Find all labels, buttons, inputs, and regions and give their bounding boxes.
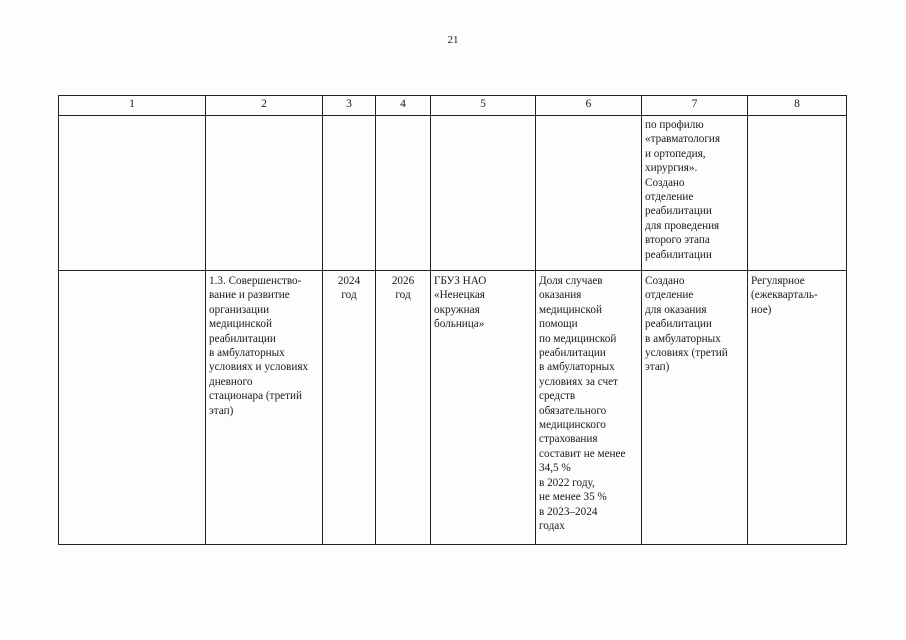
table-row	[59, 271, 847, 545]
start-year-cell: 2024 год	[323, 271, 376, 545]
column-header: 8	[748, 96, 847, 116]
table-header-row	[59, 96, 847, 116]
end-year-cell: 2026 год	[376, 271, 431, 545]
table-cell	[748, 116, 847, 271]
page-number: 21	[447, 34, 459, 46]
table-cell	[376, 116, 431, 271]
table-cell	[431, 116, 536, 271]
column-header: 1	[59, 96, 206, 116]
column-header: 7	[642, 96, 748, 116]
table-cell	[206, 116, 323, 271]
frequency-cell: Регулярное (ежекварталь- ное)	[748, 271, 847, 545]
indicator-cell: Доля случаев оказания медицинской помощи по медицинской реабилитации в амбулаторных условиях за счет средств обязательного медицинского страхования составит не менее 34,5 % в 2022 году, не менее 35 % в 2023–2024 годах	[536, 271, 642, 545]
result-cell: Создано отделение для оказания реабилитации в амбулаторных условиях (третий этап)	[642, 271, 748, 545]
table-row	[59, 116, 847, 271]
table-cell	[59, 116, 206, 271]
table-cell: по профилю «травматология и ортопедия, хирургия». Создано отделение реабилитации для проведения второго этапа реабилитации	[642, 116, 748, 271]
column-header: 6	[536, 96, 642, 116]
plan-table	[58, 95, 847, 545]
column-header: 3	[323, 96, 376, 116]
table-cell	[323, 116, 376, 271]
table-cell	[59, 271, 206, 545]
column-header: 2	[206, 96, 323, 116]
column-header: 5	[431, 96, 536, 116]
activity-cell: 1.3. Совершенство- вание и развитие организации медицинской реабилитации в амбулаторных условиях и условиях дневного стационара (третий этап)	[206, 271, 323, 545]
table-cell	[536, 116, 642, 271]
responsible-cell: ГБУЗ НАО «Ненецкая окружная больница»	[431, 271, 536, 545]
column-header: 4	[376, 96, 431, 116]
